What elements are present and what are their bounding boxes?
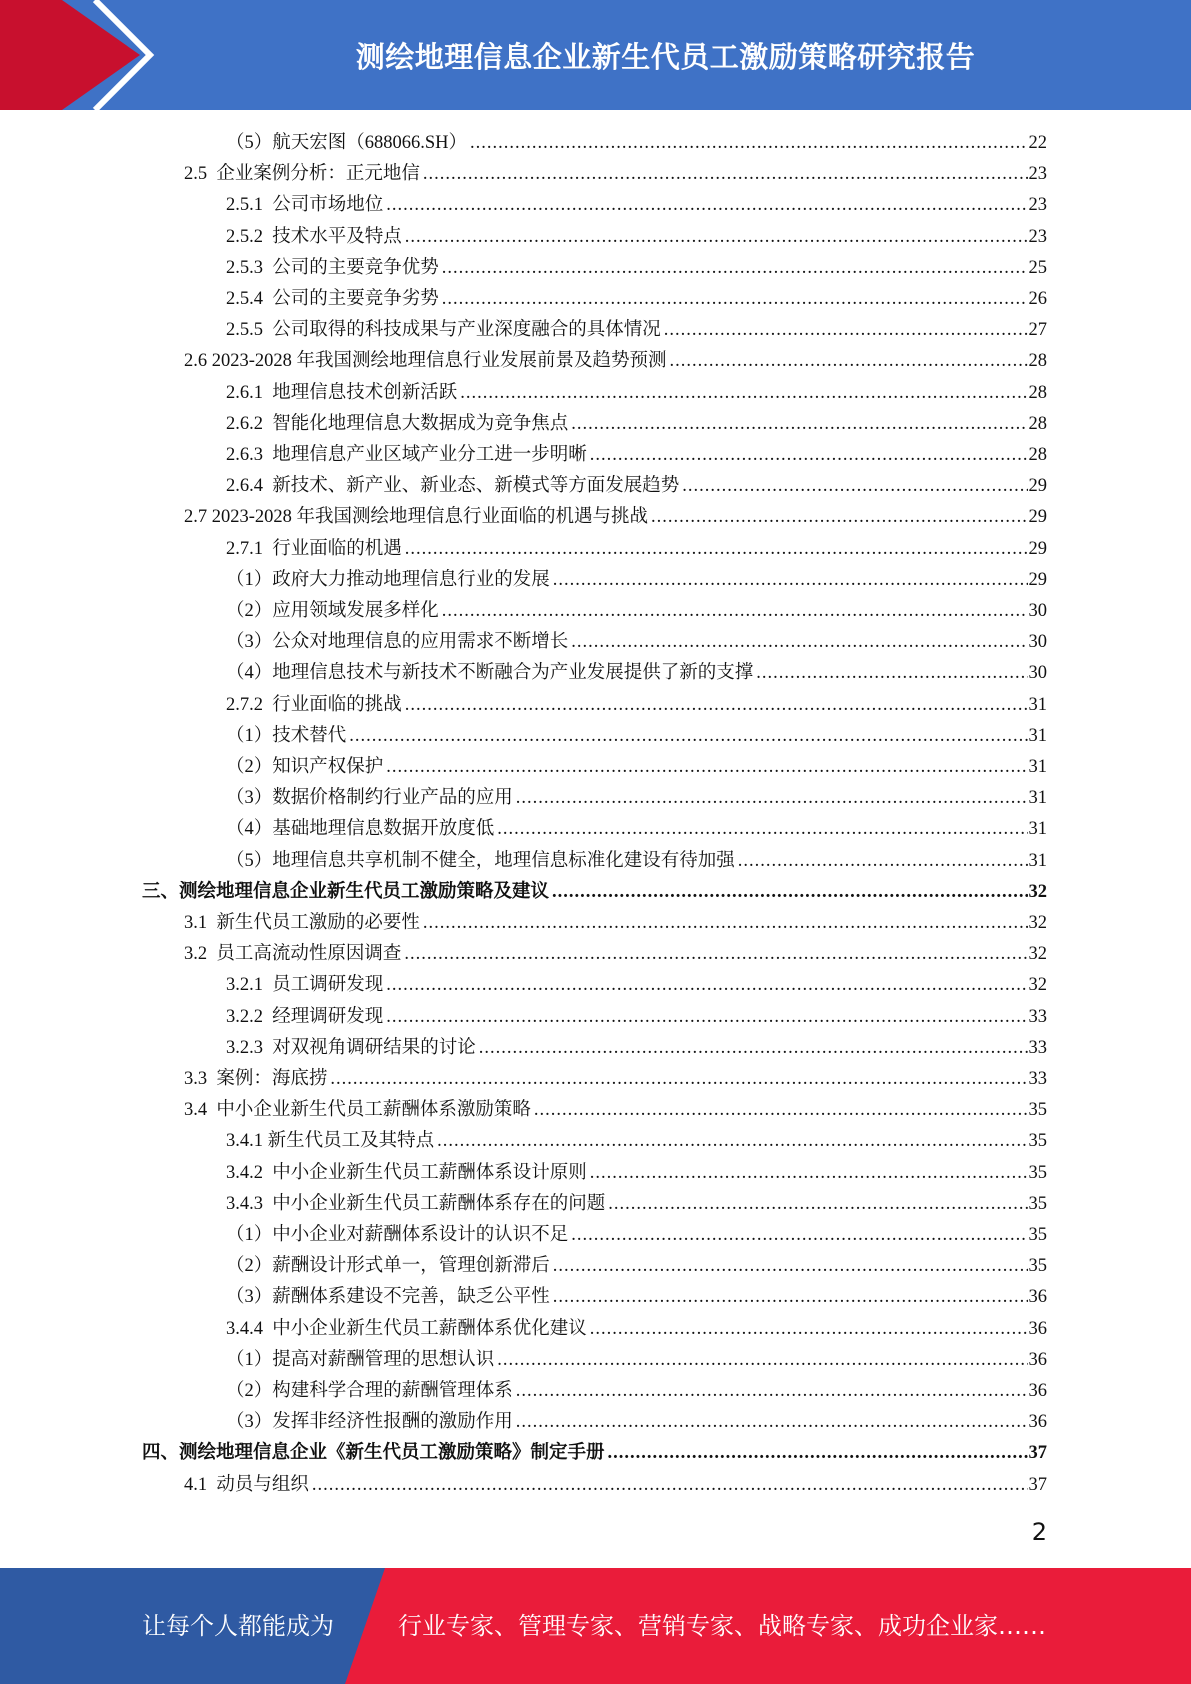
toc-entry-page: 36: [1028, 1318, 1047, 1339]
toc-leader-dots: [534, 1095, 1028, 1126]
toc-leader-dots: [552, 877, 1027, 908]
toc-entry-label: 3.4 中小企业新生代员工薪酬体系激励策略: [184, 1100, 531, 1121]
toc-entry[interactable]: [142, 877, 1047, 908]
toc-entry[interactable]: [226, 565, 1047, 596]
toc-entry-page: 29: [1028, 507, 1047, 528]
toc-entry[interactable]: [226, 627, 1047, 658]
toc-entry-page: 31: [1028, 850, 1047, 871]
toc-leader-dots: [553, 1251, 1028, 1282]
toc-entry[interactable]: [184, 346, 1047, 377]
toc-leader-dots: [651, 502, 1027, 533]
toc-entry-page: 36: [1028, 1349, 1047, 1370]
toc-leader-dots: [423, 908, 1028, 939]
toc-leader-dots: [608, 1438, 1028, 1469]
toc-entry-label: 4.1 动员与组织: [184, 1474, 309, 1495]
toc-entry-page: 36: [1028, 1412, 1047, 1433]
toc-entry-label: （4）基础地理信息数据开放度低: [226, 819, 495, 840]
toc-leader-dots: [516, 783, 1028, 814]
toc-entry-page: 31: [1028, 694, 1047, 715]
toc-entry-label: （3）薪酬体系建设不完善，缺乏公平性: [226, 1287, 550, 1308]
toc-entry-page: 31: [1028, 725, 1047, 746]
toc-entry[interactable]: [226, 1220, 1047, 1251]
toc-entry[interactable]: [226, 1002, 1047, 1033]
toc-leader-dots: [590, 1158, 1028, 1189]
toc-entry[interactable]: [184, 1470, 1047, 1501]
toc-leader-dots: [553, 565, 1028, 596]
toc-leader-dots: [386, 752, 1027, 783]
toc-entry-label: 3.2.2 经理调研发现: [226, 1006, 384, 1027]
toc-entry[interactable]: [226, 1033, 1047, 1064]
toc-entry-label: （1）技术替代: [226, 725, 347, 746]
toc-entry-label: （1）中小企业对薪酬体系设计的认识不足: [226, 1225, 569, 1245]
toc-entry-label: 2.5.5 公司取得的科技成果与产业深度融合的具体情况: [226, 320, 661, 341]
toc-entry-label: 3.2.3 对双视角调研结果的讨论: [226, 1037, 476, 1058]
toc-entry-page: 28: [1028, 351, 1047, 372]
toc-entry[interactable]: [226, 1314, 1047, 1345]
toc-entry[interactable]: [184, 159, 1047, 190]
toc-entry-page: 22: [1028, 133, 1047, 153]
toc-entry-label: 2.5.1 公司市场地位: [226, 195, 384, 216]
toc-leader-dots: [442, 596, 1028, 627]
toc-entry[interactable]: [226, 1251, 1047, 1282]
toc-entry[interactable]: [226, 190, 1047, 221]
toc-entry[interactable]: [226, 783, 1047, 814]
toc-leader-dots: [404, 939, 1027, 970]
toc-entry-page: 33: [1028, 1006, 1047, 1027]
toc-entry[interactable]: [226, 409, 1047, 440]
page-header: [0, 0, 1191, 110]
toc-leader-dots: [330, 1064, 1027, 1095]
toc-entry[interactable]: [226, 970, 1047, 1001]
toc-entry-page: 26: [1028, 289, 1047, 309]
toc-entry[interactable]: [226, 1407, 1047, 1438]
toc-entry[interactable]: [226, 1376, 1047, 1407]
toc-entry-label: 2.5.2 技术水平及特点: [226, 226, 402, 247]
toc-entry[interactable]: [226, 1126, 1047, 1157]
toc-entry[interactable]: [226, 658, 1047, 689]
toc-entry-page: 35: [1028, 1193, 1047, 1214]
toc-entry[interactable]: [226, 471, 1047, 502]
toc-entry-page: 33: [1028, 1037, 1047, 1058]
toc-entry[interactable]: [184, 502, 1047, 533]
toc-entry-label: 2.6.1 地理信息技术创新活跃: [226, 382, 458, 403]
toc-entry-page: 37: [1028, 1474, 1047, 1495]
toc-entry[interactable]: [226, 690, 1047, 721]
toc-leader-dots: [386, 190, 1027, 221]
toc-leader-dots: [516, 1407, 1028, 1438]
toc-entry[interactable]: [226, 721, 1047, 752]
toc-leader-dots: [682, 471, 1027, 502]
toc-entry-label: 2.7.2 行业面临的挑战: [226, 694, 402, 715]
toc-leader-dots: [497, 1345, 1027, 1376]
toc-entry-label: 3.2 员工高流动性原因调查: [184, 944, 402, 965]
toc-leader-dots: [756, 658, 1027, 689]
toc-entry-page: 32: [1028, 913, 1047, 933]
toc-entry-page: 31: [1028, 757, 1047, 777]
toc-entry-label: （2）知识产权保护: [226, 757, 384, 777]
toc-entry[interactable]: [184, 908, 1047, 939]
toc-entry-page: 32: [1028, 975, 1047, 996]
toc-leader-dots: [405, 222, 1028, 253]
toc-entry-label: （5）地理信息共享机制不健全，地理信息标准化建设有待加强: [226, 850, 735, 871]
toc-leader-dots: [571, 627, 1027, 658]
toc-leader-dots: [437, 1126, 1027, 1157]
toc-leader-dots: [442, 284, 1028, 315]
toc-leader-dots: [442, 253, 1028, 284]
toc-leader-dots: [516, 1376, 1028, 1407]
toc-entry[interactable]: [226, 1189, 1047, 1220]
toc-entry-label: 3.4.2 中小企业新生代员工薪酬体系设计原则: [226, 1162, 587, 1183]
toc-entry-label: 3.4.4 中小企业新生代员工薪酬体系优化建议: [226, 1318, 587, 1339]
toc-entry[interactable]: [226, 1282, 1047, 1313]
footer-slogan-left: 让每个人都能成为: [142, 1612, 334, 1640]
toc-entry[interactable]: [226, 752, 1047, 783]
toc-entry-label: （1）提高对薪酬管理的思想认识: [226, 1349, 495, 1370]
toc-leader-dots: [423, 159, 1028, 190]
toc-entry-label: 3.4.3 中小企业新生代员工薪酬体系存在的问题: [226, 1193, 606, 1214]
toc-entry-label: 3.4.1 新生代员工及其特点: [226, 1131, 435, 1152]
toc-entry[interactable]: [226, 846, 1047, 877]
toc-entry[interactable]: [184, 1095, 1047, 1126]
toc-entry[interactable]: [226, 814, 1047, 845]
toc-entry[interactable]: [184, 939, 1047, 970]
toc-entry[interactable]: [226, 284, 1047, 315]
toc-entry[interactable]: [226, 222, 1047, 253]
toc-entry-label: 2.7.1 行业面临的机遇: [226, 538, 402, 559]
toc-entry-page: 30: [1028, 601, 1047, 621]
toc-entry-page: 35: [1028, 1225, 1047, 1245]
toc-entry-label: 2.5.3 公司的主要竞争优势: [226, 257, 439, 278]
toc-entry-label: 2.6.3 地理信息产业区域产业分工进一步明晰: [226, 445, 587, 465]
toc-entry-label: 3.1 新生代员工激励的必要性: [184, 913, 420, 933]
toc-entry-page: 36: [1028, 1287, 1047, 1308]
toc-entry-label: （3）公众对地理信息的应用需求不断增长: [226, 632, 569, 653]
toc-entry-page: 35: [1028, 1162, 1047, 1183]
toc-entry[interactable]: [226, 534, 1047, 565]
toc-entry-label: （4）地理信息技术与新技术不断融合为产业发展提供了新的支撑: [226, 663, 754, 684]
toc-leader-dots: [405, 534, 1028, 565]
toc-entry-page: 31: [1028, 788, 1047, 809]
toc-entry-page: 29: [1028, 476, 1047, 497]
toc-leader-dots: [590, 440, 1028, 471]
toc-entry-page: 27: [1028, 320, 1047, 341]
toc-leader-dots: [312, 1470, 1028, 1501]
toc-entry-label: 2.7 2023-2028 年我国测绘地理信息行业面临的机遇与挑战: [184, 507, 649, 528]
toc-leader-dots: [670, 346, 1028, 377]
toc-entry-page: 30: [1028, 632, 1047, 653]
toc-entry[interactable]: [226, 1158, 1047, 1189]
toc-entry-label: 2.5.4 公司的主要竞争劣势: [226, 289, 439, 309]
report-title: 测绘地理信息企业新生代员工激励策略研究报告: [355, 39, 976, 74]
toc-entry[interactable]: [226, 1345, 1047, 1376]
toc-entry-page: 35: [1028, 1131, 1047, 1152]
toc-entry-label: 三、测绘地理信息企业新生代员工激励策略及建议: [142, 881, 550, 902]
toc-leader-dots: [405, 690, 1028, 721]
toc-entry-label: 3.3 案例：海底捞: [184, 1069, 328, 1089]
toc-entry-label: （2）构建科学合理的薪酬管理体系: [226, 1381, 513, 1401]
toc-leader-dots: [386, 1002, 1027, 1033]
toc-entry-label: （1）政府大力推动地理信息行业的发展: [226, 569, 550, 590]
toc-entry-page: 25: [1028, 257, 1047, 278]
toc-leader-dots: [479, 1033, 1028, 1064]
toc-entry-label: （3）数据价格制约行业产品的应用: [226, 788, 513, 809]
toc-entry-page: 32: [1028, 881, 1047, 902]
page-number: 2: [1031, 1518, 1047, 1546]
toc-leader-dots: [608, 1189, 1027, 1220]
toc-entry-page: 35: [1028, 1256, 1047, 1277]
toc-entry-page: 28: [1028, 445, 1047, 465]
toc-leader-dots: [664, 315, 1028, 346]
toc-leader-dots: [349, 721, 1027, 752]
toc-entry[interactable]: [226, 378, 1047, 409]
toc-leader-dots: [553, 1282, 1028, 1313]
toc-entry-label: 2.6 2023-2028 年我国测绘地理信息行业发展前景及趋势预测: [184, 351, 667, 372]
toc-leader-dots: [497, 814, 1027, 845]
toc-entry[interactable]: [226, 315, 1047, 346]
toc-entry-page: 23: [1028, 195, 1047, 216]
toc-entry-page: 30: [1028, 663, 1047, 684]
toc-entry[interactable]: [226, 596, 1047, 627]
toc-entry[interactable]: [226, 128, 1047, 159]
toc-leader-dots: [590, 1314, 1028, 1345]
toc-entry-label: 四、测绘地理信息企业《新生代员工激励策略》制定手册: [142, 1443, 605, 1464]
toc-entry[interactable]: [226, 440, 1047, 471]
toc-entry-page: 23: [1028, 226, 1047, 247]
toc-leader-dots: [386, 970, 1027, 1001]
toc-entry-page: 29: [1028, 538, 1047, 559]
toc-entry-label: （2）应用领域发展多样化: [226, 601, 439, 621]
toc-entry-label: 2.6.2 智能化地理信息大数据成为竞争焦点: [226, 413, 569, 434]
toc-entry-page: 28: [1028, 382, 1047, 403]
toc-leader-dots: [571, 409, 1027, 440]
toc-entry-label: （3）发挥非经济性报酬的激励作用: [226, 1412, 513, 1433]
toc-entry[interactable]: [142, 1438, 1047, 1469]
toc-entry-label: 2.6.4 新技术、新产业、新业态、新模式等方面发展趋势: [226, 476, 680, 497]
toc-entry-page: 37: [1028, 1443, 1047, 1464]
toc-entry-page: 29: [1028, 569, 1047, 590]
toc-entry[interactable]: [226, 253, 1047, 284]
toc-leader-dots: [571, 1220, 1027, 1251]
toc-leader-dots: [738, 846, 1028, 877]
toc-entry-page: 31: [1028, 819, 1047, 840]
toc-leader-dots: [460, 378, 1027, 409]
toc-entry-label: 3.2.1 员工调研发现: [226, 975, 384, 996]
toc-entry-label: （2）薪酬设计形式单一，管理创新滞后: [226, 1256, 550, 1277]
toc-entry-page: 33: [1028, 1069, 1047, 1089]
toc-entry-label: （5）航天宏图（688066.SH）: [226, 133, 468, 153]
toc-entry-page: 23: [1028, 164, 1047, 185]
page-footer: [0, 1568, 1191, 1684]
toc-entry[interactable]: [184, 1064, 1047, 1095]
toc-entry-page: 35: [1028, 1100, 1047, 1121]
toc-entry-label: 2.5 企业案例分析：正元地信: [184, 164, 420, 185]
toc-leader-dots: [470, 128, 1027, 159]
toc-entry-page: 28: [1028, 413, 1047, 434]
toc-entry-page: 36: [1028, 1381, 1047, 1401]
toc-entry-page: 32: [1028, 944, 1047, 965]
footer-slogan-right: 行业专家、管理专家、营销专家、战略专家、成功企业家……: [398, 1612, 1046, 1640]
